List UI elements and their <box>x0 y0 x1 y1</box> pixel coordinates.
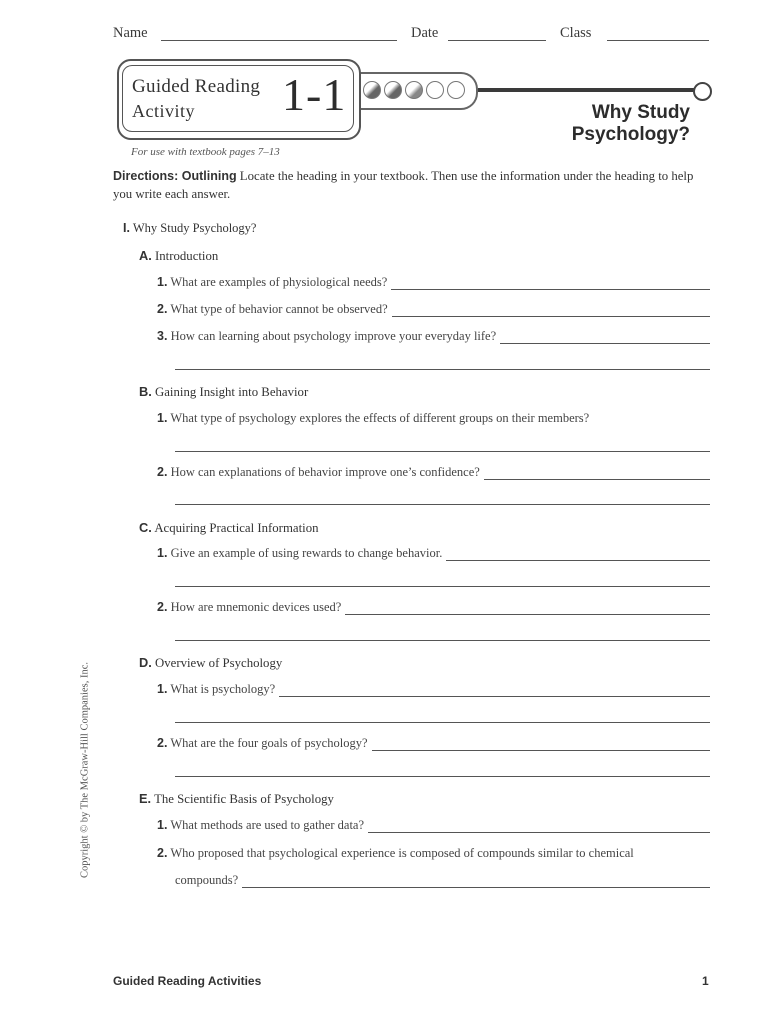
question-d2 <box>157 736 372 751</box>
progress-dot-1 <box>363 81 381 99</box>
progress-dot-3 <box>405 81 423 99</box>
question-d1 <box>157 682 279 697</box>
question-text: What is psychology? <box>170 682 276 696</box>
rule-knob <box>693 82 712 101</box>
question-text: What methods are used to gather data? <box>170 818 365 832</box>
section-heading <box>123 221 256 236</box>
section-title: Why Study Psychology? <box>132 221 257 235</box>
question-number: 2. <box>157 600 168 614</box>
question-number: 1. <box>157 546 168 560</box>
question-number: 2. <box>157 736 168 750</box>
subsection-title: Overview of Psychology <box>155 656 283 670</box>
question-number: 3. <box>157 329 168 343</box>
subsection-letter: E. <box>139 791 152 806</box>
question-c2 <box>157 600 345 615</box>
question-text: Give an example of using rewards to change behavior. <box>170 546 443 560</box>
question-a1 <box>157 275 391 290</box>
badge-label-line2: Activity <box>132 101 195 121</box>
question-number: 2. <box>157 302 168 316</box>
question-number: 1. <box>157 682 168 696</box>
answer-line[interactable] <box>175 776 710 777</box>
question-b1 <box>157 411 593 426</box>
question-text: What are the four goals of psychology? <box>170 736 368 750</box>
page-number: 1 <box>702 974 709 988</box>
subsection-b-heading <box>139 384 308 400</box>
subsection-e-heading <box>139 791 334 807</box>
answer-line[interactable] <box>175 586 710 587</box>
class-label: Class <box>560 25 592 41</box>
subsection-letter: A. <box>139 248 152 263</box>
answer-line[interactable] <box>175 640 710 641</box>
question-b2 <box>157 465 484 480</box>
copyright-notice: Copyright © by The McGraw-Hill Companies, Inc. <box>79 662 91 878</box>
question-number: 1. <box>157 411 168 425</box>
question-text: What are examples of physiological needs? <box>170 275 388 289</box>
answer-line[interactable] <box>175 369 710 370</box>
answer-line[interactable] <box>175 722 710 723</box>
progress-dot-2 <box>384 81 402 99</box>
progress-dot-5 <box>447 81 465 99</box>
subsection-letter: C. <box>139 520 152 535</box>
textbook-reference: For use with textbook pages 7–13 <box>131 146 280 158</box>
subsection-title: Introduction <box>155 249 219 263</box>
question-e2 <box>157 846 638 861</box>
question-text: What type of behavior cannot be observed? <box>170 302 388 316</box>
question-number: 2. <box>157 846 168 860</box>
date-label: Date <box>411 25 439 41</box>
subsection-d-heading <box>139 655 282 671</box>
class-field[interactable] <box>607 40 709 41</box>
question-a2 <box>157 302 392 317</box>
question-text: Who proposed that psychological experience is composed of compounds similar to chemical <box>170 846 634 860</box>
answer-line[interactable] <box>175 451 710 452</box>
directions-label: Directions: Outlining <box>113 169 237 183</box>
question-number: 1. <box>157 818 168 832</box>
question-a3 <box>157 329 500 344</box>
section-numeral: I. <box>123 221 130 235</box>
question-text: What type of psychology explores the effects of different groups on their members? <box>170 411 590 425</box>
subsection-c-heading <box>139 520 319 536</box>
subsection-title: The Scientific Basis of Psychology <box>154 792 334 806</box>
page-title-line2: Psychology? <box>571 124 690 145</box>
question-text: How can learning about psychology improve your everyday life? <box>170 329 497 343</box>
directions-text: Locate the heading in your textbook. Then use the information under the heading to help you write each answer. <box>113 169 694 201</box>
name-field[interactable] <box>161 40 397 41</box>
subsection-title: Acquiring Practical Information <box>154 521 319 535</box>
date-field[interactable] <box>448 40 546 41</box>
question-number: 1. <box>157 275 168 289</box>
question-text: How are mnemonic devices used? <box>170 600 342 614</box>
subsection-a-heading <box>139 248 218 264</box>
subsection-letter: B. <box>139 384 152 399</box>
activity-number: 1-1 <box>282 69 347 120</box>
title-rule <box>478 88 700 92</box>
name-label: Name <box>113 25 148 41</box>
answer-line[interactable] <box>175 887 710 888</box>
page-title-line1: Why Study <box>591 102 690 123</box>
directions <box>113 167 713 203</box>
question-c1 <box>157 546 446 561</box>
answer-line[interactable] <box>175 504 710 505</box>
progress-dot-4 <box>426 81 444 99</box>
footer-title: Guided Reading Activities <box>113 974 262 988</box>
question-number: 2. <box>157 465 168 479</box>
subsection-title: Gaining Insight into Behavior <box>155 385 309 399</box>
question-text: How can explanations of behavior improve one’s confidence? <box>170 465 480 479</box>
question-e1 <box>157 818 368 833</box>
subsection-letter: D. <box>139 655 152 670</box>
badge-label-line1: Guided Reading <box>132 76 261 97</box>
question-e2-continued: compounds? <box>175 873 242 888</box>
